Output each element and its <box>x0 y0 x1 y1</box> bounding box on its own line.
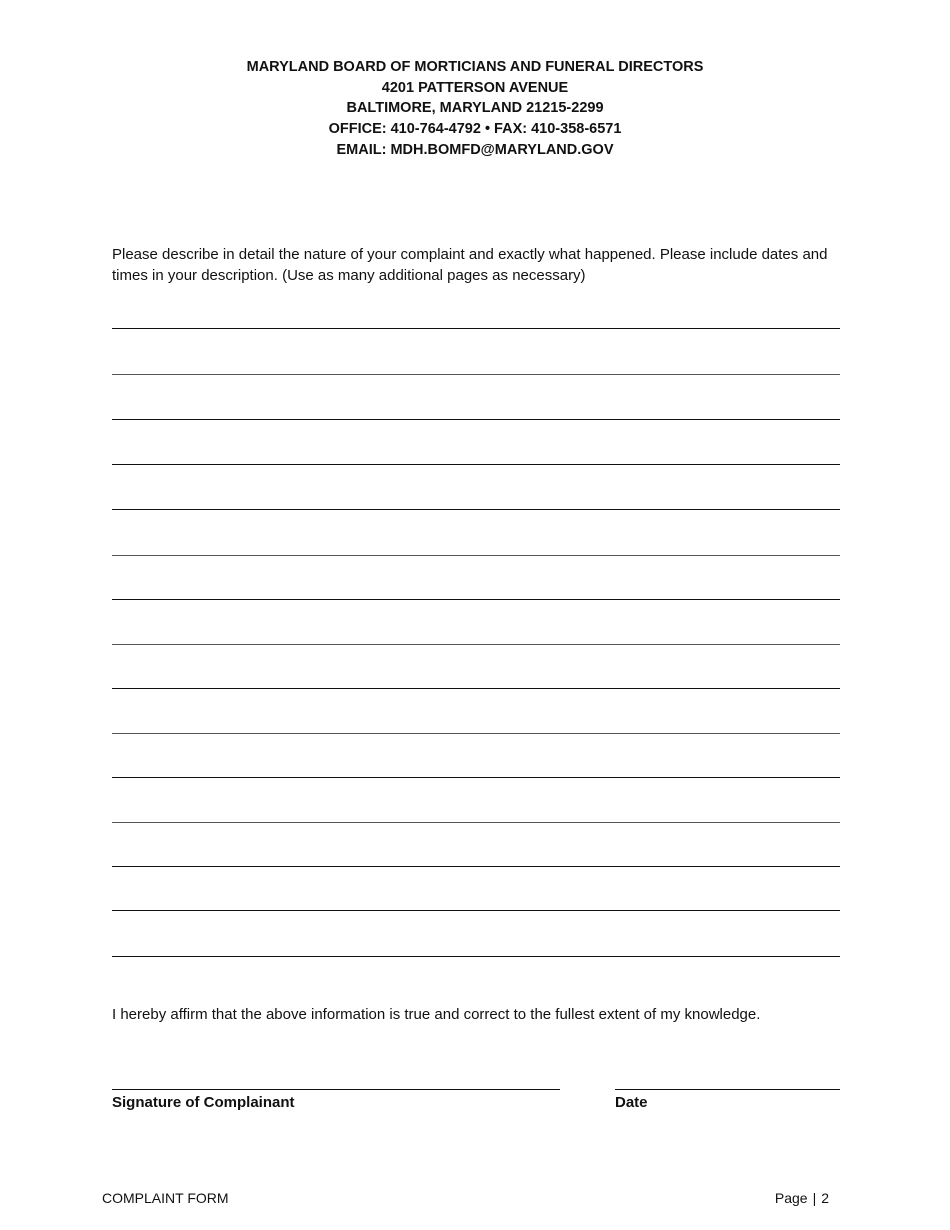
date-label: Date <box>615 1094 648 1111</box>
signature-line[interactable] <box>112 1089 560 1090</box>
writing-line[interactable] <box>112 419 840 420</box>
writing-line[interactable] <box>112 688 840 689</box>
writing-line[interactable] <box>112 866 840 867</box>
complaint-instructions: Please describe in detail the nature of your complaint and exactly what happened. Please include dates and times in your description. (Use as many additional pages as necessary) <box>112 246 828 284</box>
footer-page-value: 2 <box>821 1190 829 1206</box>
writing-line[interactable] <box>112 956 840 957</box>
writing-line[interactable] <box>112 910 840 911</box>
writing-line[interactable] <box>112 374 840 375</box>
date-line[interactable] <box>615 1089 840 1090</box>
writing-line[interactable] <box>112 599 840 600</box>
writing-line[interactable] <box>112 328 840 329</box>
footer-separator: | <box>812 1190 817 1206</box>
footer-page-number <box>775 1189 829 1207</box>
writing-line[interactable] <box>112 464 840 465</box>
affirmation-statement: I hereby affirm that the above information is true and correct to the fullest extent of my knowledge. <box>112 1006 761 1023</box>
writing-line[interactable] <box>112 644 840 645</box>
footer-page-word: Page <box>774 1190 808 1206</box>
board-city-state-zip: BALTIMORE, MARYLAND 21215-2299 <box>346 100 604 117</box>
footer-form-name: COMPLAINT FORM <box>102 1190 229 1206</box>
board-email: EMAIL: MDH.BOMFD@MARYLAND.GOV <box>336 141 614 158</box>
board-name: MARYLAND BOARD OF MORTICIANS AND FUNERAL DIRECTORS <box>246 59 704 75</box>
board-street-address: 4201 PATTERSON AVENUE <box>381 79 569 96</box>
writing-line[interactable] <box>112 777 840 778</box>
board-header <box>0 57 950 161</box>
writing-line[interactable] <box>112 822 840 823</box>
writing-line[interactable] <box>112 555 840 556</box>
writing-line[interactable] <box>112 509 840 510</box>
writing-line[interactable] <box>112 733 840 734</box>
signature-label: Signature of Complainant <box>112 1094 295 1111</box>
board-phone-fax: OFFICE: 410-764-4792 • FAX: 410-358-6571 <box>328 121 622 138</box>
